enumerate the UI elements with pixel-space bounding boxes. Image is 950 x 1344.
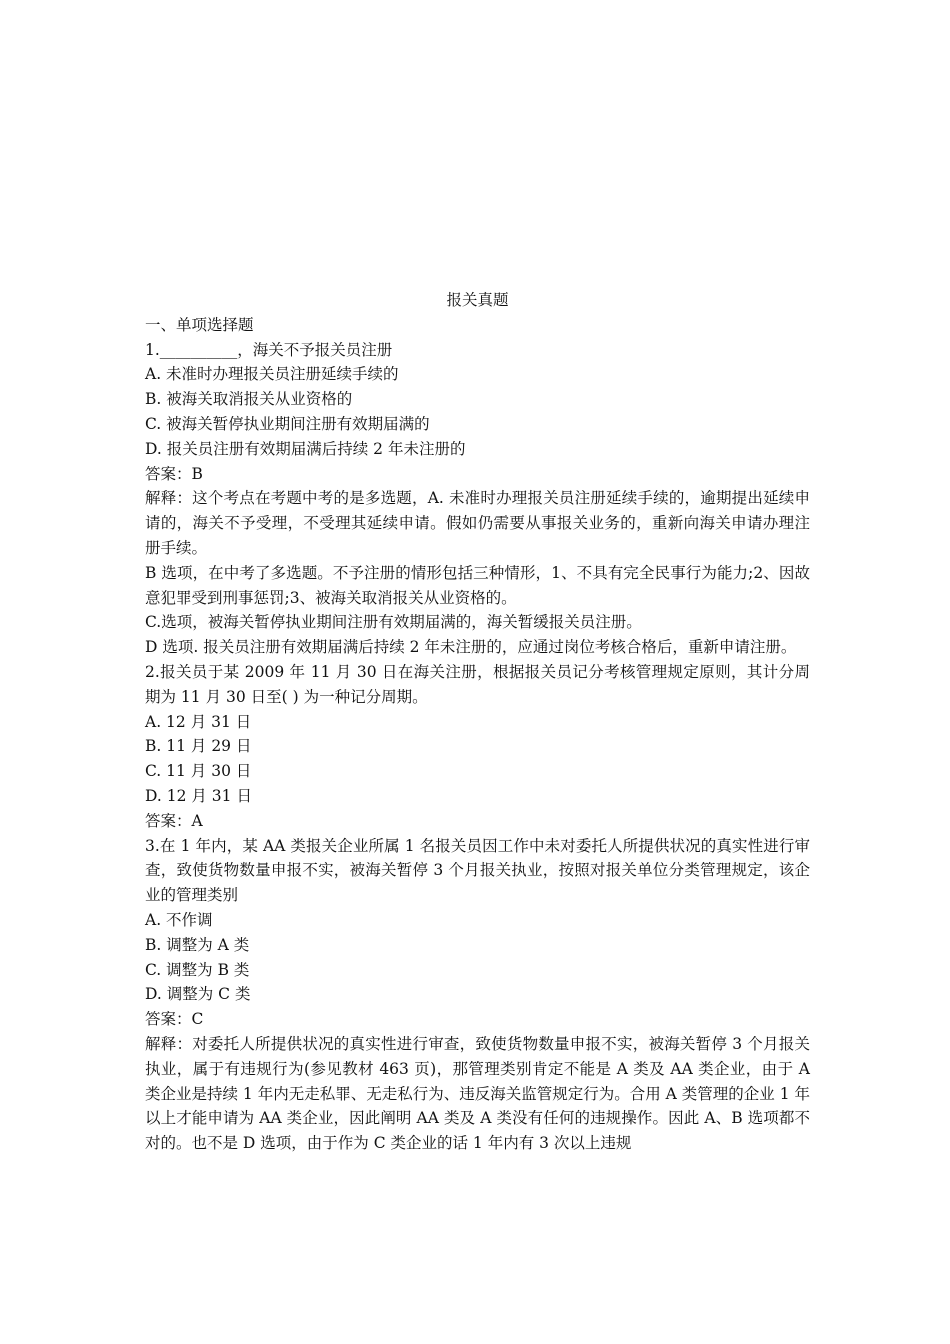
answer: 答案：C [145, 1010, 204, 1029]
option-b: B. 11 月 29 日 [145, 737, 252, 756]
question-3 [145, 834, 810, 1156]
option-a: A. 不作调 [145, 910, 213, 929]
option-d: D. 报关员注册有效期届满后持续 2 年未注册的 [145, 439, 466, 458]
explanation-paragraph: D 选项. 报关员注册有效期届满后持续 2 年未注册的，应通过岗位考核合格后，重新申请注册。 [145, 638, 797, 657]
section-heading: 一、单项选择题 [145, 315, 254, 334]
explanation-paragraph: 解释：这个考点在考题中考的是多选题，A. 未准时办理报关员注册延续手续的，逾期提出延续申请的，海关不予受理，不受理其延续申请。假如仍需要从事报关业务的，重新向海关申请办理注册手续。 [145, 489, 810, 557]
option-a: A. 12 月 31 日 [145, 712, 252, 731]
question-stem: 2.报关员于某 2009 年 11 月 30 日在海关注册，根据报关员记分考核管理规定原则，其计分周期为 11 月 30 日至( ) 为一种记分周期。 [145, 662, 810, 706]
option-d: D. 调整为 C 类 [145, 985, 251, 1004]
explanation-paragraph: 解释：对委托人所提供状况的真实性进行审查，致使货物数量申报不实，被海关暂停 3 个月报关执业，属于有违规行为(参见教材 463 页)，那管理类别肯定不能是 A 类及 AA 类企业，由于 A 类企业是持续 1 年内无走私罪、无走私行为、违反海关监管规定行为。合用 A 类管理的企业 1 年以上才能申请为 AA 类企业，因此阐明 AA 类及 A 类没有任何的违规操作。因此 A、B 选项都不对的。也不是 D 选项，由于作为 C 类企业的话 1 年内有 3 次以上违规 [145, 1034, 810, 1153]
option-b: B. 调整为 A 类 [145, 935, 250, 954]
option-c: C. 被海关暂停执业期间注册有效期届满的 [145, 414, 430, 433]
page-title: 报关真题 [446, 291, 509, 309]
answer: 答案：B [145, 464, 203, 483]
question-stem: 1.__________，海关不予报关员注册 [145, 340, 393, 359]
option-c: C. 11 月 30 日 [145, 762, 252, 781]
option-d: D. 12 月 31 日 [145, 786, 252, 805]
question-2 [145, 660, 810, 834]
question-1 [145, 338, 810, 660]
explanation-paragraph: C.选项，被海关暂停执业期间注册有效期届满的，海关暂缓报关员注册。 [145, 613, 642, 632]
explanation-paragraph: B 选项，在中考了多选题。不予注册的情形包括三种情形，1、不具有完全民事行为能力;2、因故意犯罪受到刑事惩罚;3、被海关取消报关从业资格的。 [145, 563, 810, 607]
document-page [145, 288, 810, 1156]
option-c: C. 调整为 B 类 [145, 960, 250, 979]
option-b: B. 被海关取消报关从业资格的 [145, 390, 353, 409]
question-stem: 3.在 1 年内，某 AA 类报关企业所属 1 名报关员因工作中未对委托人所提供状况的真实性进行审查，致使货物数量申报不实，被海关暂停 3 个月报关执业，按照对报关单位分类管理规定，该企业的管理类别 [145, 836, 810, 905]
option-a: A. 未准时办理报关员注册延续手续的 [145, 365, 399, 384]
answer: 答案：A [145, 811, 203, 830]
